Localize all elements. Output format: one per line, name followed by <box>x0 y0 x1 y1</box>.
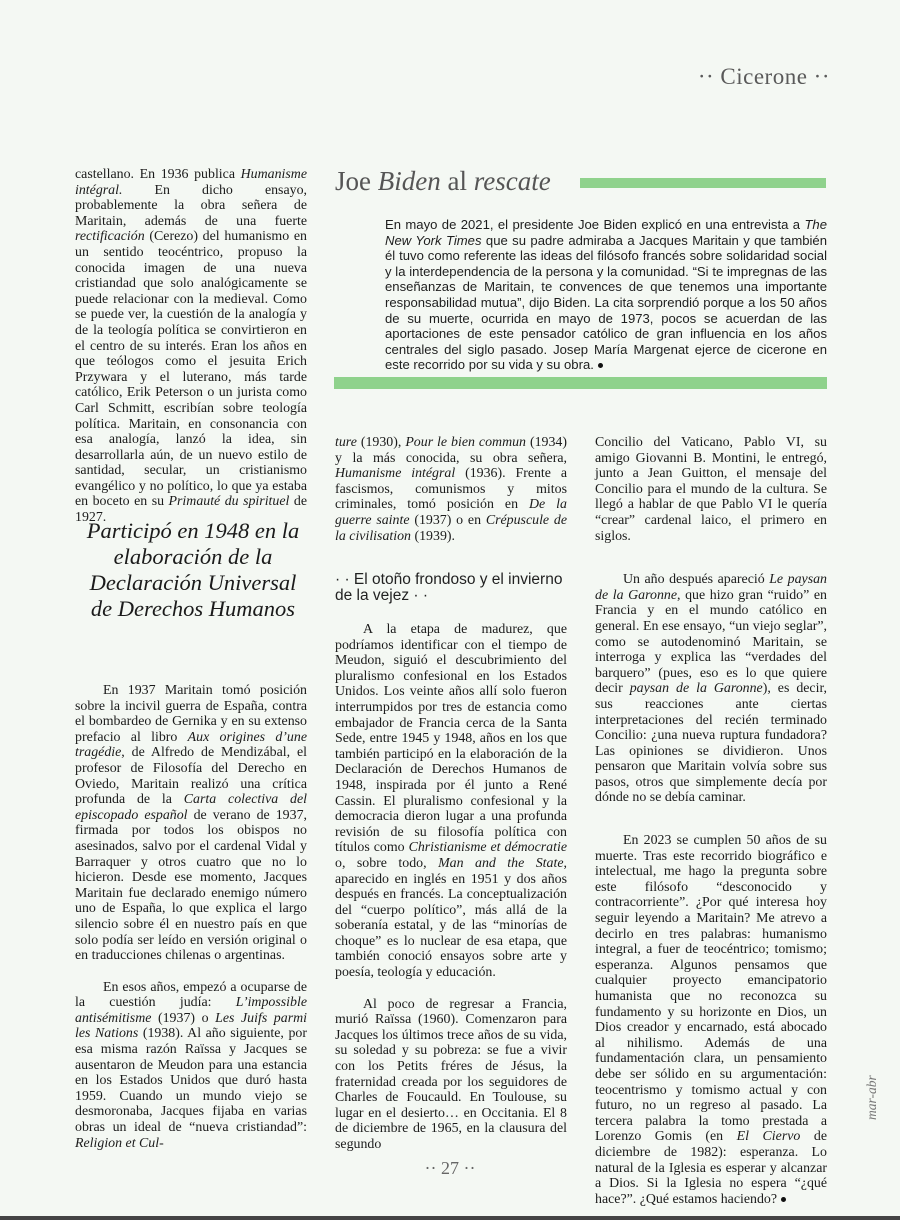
section-subhead: · · El otoño frondoso y el invierno de la vejez · · <box>335 571 563 604</box>
paragraph: En esos años, empezó a ocuparse de la cuestión judía: L’impossible antisémitisme (1937) o Les Juifs parmi les Nations (1938). Al año siguiente, por esa misma razón Raïssa y Jacques se ausentaron de Meudon para una estancia en los Estados Unidos que duró hasta 1959. Cuando un mundo viejo se desmoronaba, Jacques fijaba en varias obras un ideal de “nueva cristiandad”: Religion et Cul- <box>75 979 307 1151</box>
sidebar-title: Joe Biden al rescate <box>335 166 551 196</box>
intro-text: En mayo de 2021, el presidente Joe Biden explicó en una entrevista a The New York Times que su padre admiraba a Jacques Maritain y que también él tuvo como referente las ideas del filósofo francés sobre solidaridad social y la interdependencia de la persona y la comunidad. “Si te impregnas de las enseñanzas de Maritain, te convences de que tenemos una importante responsabilidad mutua”, dijo Biden. La cita sorprendió porque a los 50 años de su muerte, ocurrida en mayo de 1973, pocos se acuerdan de las aportaciones de este pensador católico de gran influencia en los años centrales del siglo pasado. Josep María Margenat ejerce de cicerone en este recorrido por su vida y su obra. <box>385 217 827 373</box>
paragraph: En 2023 se cumplen 50 años de su muerte. Tras este recorrido biográfico e intelectual, me hago la pregunta sobre este filósofo “desconocido y contracorriente”. ¿Por qué interesa hoy seguir leyendo a Maritain? Me atrevo a decirlo en tres palabras: humanismo integral, a fuer de teocéntrico; tomismo; esperanza. Algunos pensamos que cualquier proyecto emancipatorio humanista que no reconozca su fundamento y su horizonte en Dios, un Dios creador y encarnado, está abocado al nihilismo. Además de una fundamentación clara, un pensamiento debe ser sólido en su argumentación: teocentrismo y tomismo actual y con futuro, no un regreso al pasado. La tercera palabra la tomo prestada a Lorenzo Gomis (en El Ciervo de diciembre de 1982): esperanza. Lo natural de la Iglesia es esperar y alcanzar a Dios. Si la Iglesia no espera “¿qué hace?”. ¿Qué estamos haciendo? <box>595 833 827 1207</box>
column-1-top <box>75 167 307 526</box>
section-header: ·· Cicerone ·· <box>697 64 830 89</box>
paragraph: ture (1930), Pour le bien commun (1934) y la más conocida, su obra señera, Humanisme intégral (1936). Frente a fascismos, comunismos y mitos criminales, tomó posición en De la guerre sainte (1937) o en Crépuscule de la civilisation (1939). <box>335 435 568 544</box>
paragraph: Un año después apareció Le paysan de la Garonne, que hizo gran “ruido” en Francia y en el mundo católico en general. En ese ensayo, “un viejo seglar”, como se autodenominó Maritain, se interroga y explica las “verdades del barquero” (pues, eso es lo que quiere decir paysan de la Garonne), es decir, sus reacciones ante ciertas interpretaciones del recién terminado Concilio: ¿una nueva ruptura fundadora? Las opiniones se dividieron. Unos pensaron que Maritain volvía sobre sus pasos, otros que simplemente decía por dónde no se debía caminar. <box>595 572 827 806</box>
paragraph: Al poco de regresar a Francia, murió Raïssa (1960). Comenzaron para Jacques los últimos trece años de su vida, su soledad y su pobreza: se fue a vivir con los Petits fréres de Jésus, la fraternidad creada por los seguidores de Charles de Foucauld. En Toulouse, su lugar en el desierto… en Occitania. El 8 de diciembre de 1965, en la clausura del segundo <box>335 996 567 1152</box>
end-dot-icon <box>598 363 603 368</box>
column-2-top <box>335 435 567 544</box>
intro-divider-bar <box>334 377 827 389</box>
pull-quote: Participó en 1948 en la elaboración de la Declaración Universal de Derechos Humanos <box>86 518 300 621</box>
paragraph: castellano. En 1936 publica Humanisme intégral. En dicho ensayo, probablemente la obra señera de Maritain, además de una fuerte rectificación (Cerezo) del humanismo en un sentido teocéntrico, propuso la conocida imagen de una nueva cristiandad que solo analógicamente se puede relacionar con la medieval. Como se puede ver, la cuestión de la analogía y de la teología política se convirtieron en el centro de su interés. Eran los años en que teólogos como el jesuita Erich Przywara y el luterano, más tarde católico, Erik Peterson o un jurista como Carl Schmitt, escribían sobre teología política. Maritain, en consonancia con esa analogía, lanzó la idea, sin desarrollarla aún, de un nuevo estilo de santidad, secular, un cristianismo evangélico y no político, lo que ya estaba en boceto en su Primauté du spirituel de 1927. <box>75 167 307 526</box>
paragraph: En 1937 Maritain tomó posición sobre la incivil guerra de España, contra el bombardeo de Gernika y en su extenso prefacio al libro Aux origines d’une tragédie, de Alfredo de Mendizábal, el profesor de Filosofía del Derecho en Oviedo, Maritain realizó una crítica profunda de la Carta colectiva del episcopado español de verano de 1937, firmada por todos los obispos no asesinados, salvo por el cardenal Vidal y Barraquer y otros cuatro que no lo hicieron. Desde ese momento, Jacques Maritain fue declarado enemigo número uno de España, lo que explica el largo silencio sobre él en nuestro país en que solo podía ser leído en versión original o en traducciones chilenas o argentinas. <box>75 683 307 964</box>
paragraph: A la etapa de madurez, que podríamos identificar con el tiempo de Meudon, siguió el descubrimiento del pluralismo confesional en los Estados Unidos. Los veinte años allí solo fueron interrumpidos por tres de estancia como embajador de Francia cerca de la Santa Sede, entre 1945 y 1948, años en los que también participó en la elaboración de la Declaración de Derechos Humanos de 1948, inspirada por él junto a René Cassin. El pluralismo confesional y la democracia dieron lugar a una profunda revisión de su filosofía política con títulos como Christianisme et démocratie o, sobre todo, Man and the State, aparecido en inglés en 1951 y dos años después en francés. La conceptualización del “cuerpo político”, más allá de la soberanía estatal, y de las “minorías de choque” es lo nuclear de esa etapa, que también conoció ensayos sobre arte y poesía, teología y educación. <box>335 622 567 981</box>
running-footer: mar-abr <box>864 1075 879 1120</box>
title-accent-bar <box>580 178 826 188</box>
column-1-bottom <box>75 683 307 1151</box>
bottom-rule <box>0 1216 900 1220</box>
page-number: ·· 27 ·· <box>424 1158 476 1178</box>
paragraph: Concilio del Vaticano, Pablo VI, su amigo Giovanni B. Montini, le entregó, junto a Jean Guitton, el mensaje del Concilio para el mundo de la cultura. Se llegó a hablar de que Pablo VI le quería “crear” cardenal laico, el primero en siglos. <box>595 435 827 544</box>
end-dot-icon <box>781 1197 786 1202</box>
column-3 <box>595 435 827 1207</box>
column-2-bottom <box>335 622 567 1153</box>
